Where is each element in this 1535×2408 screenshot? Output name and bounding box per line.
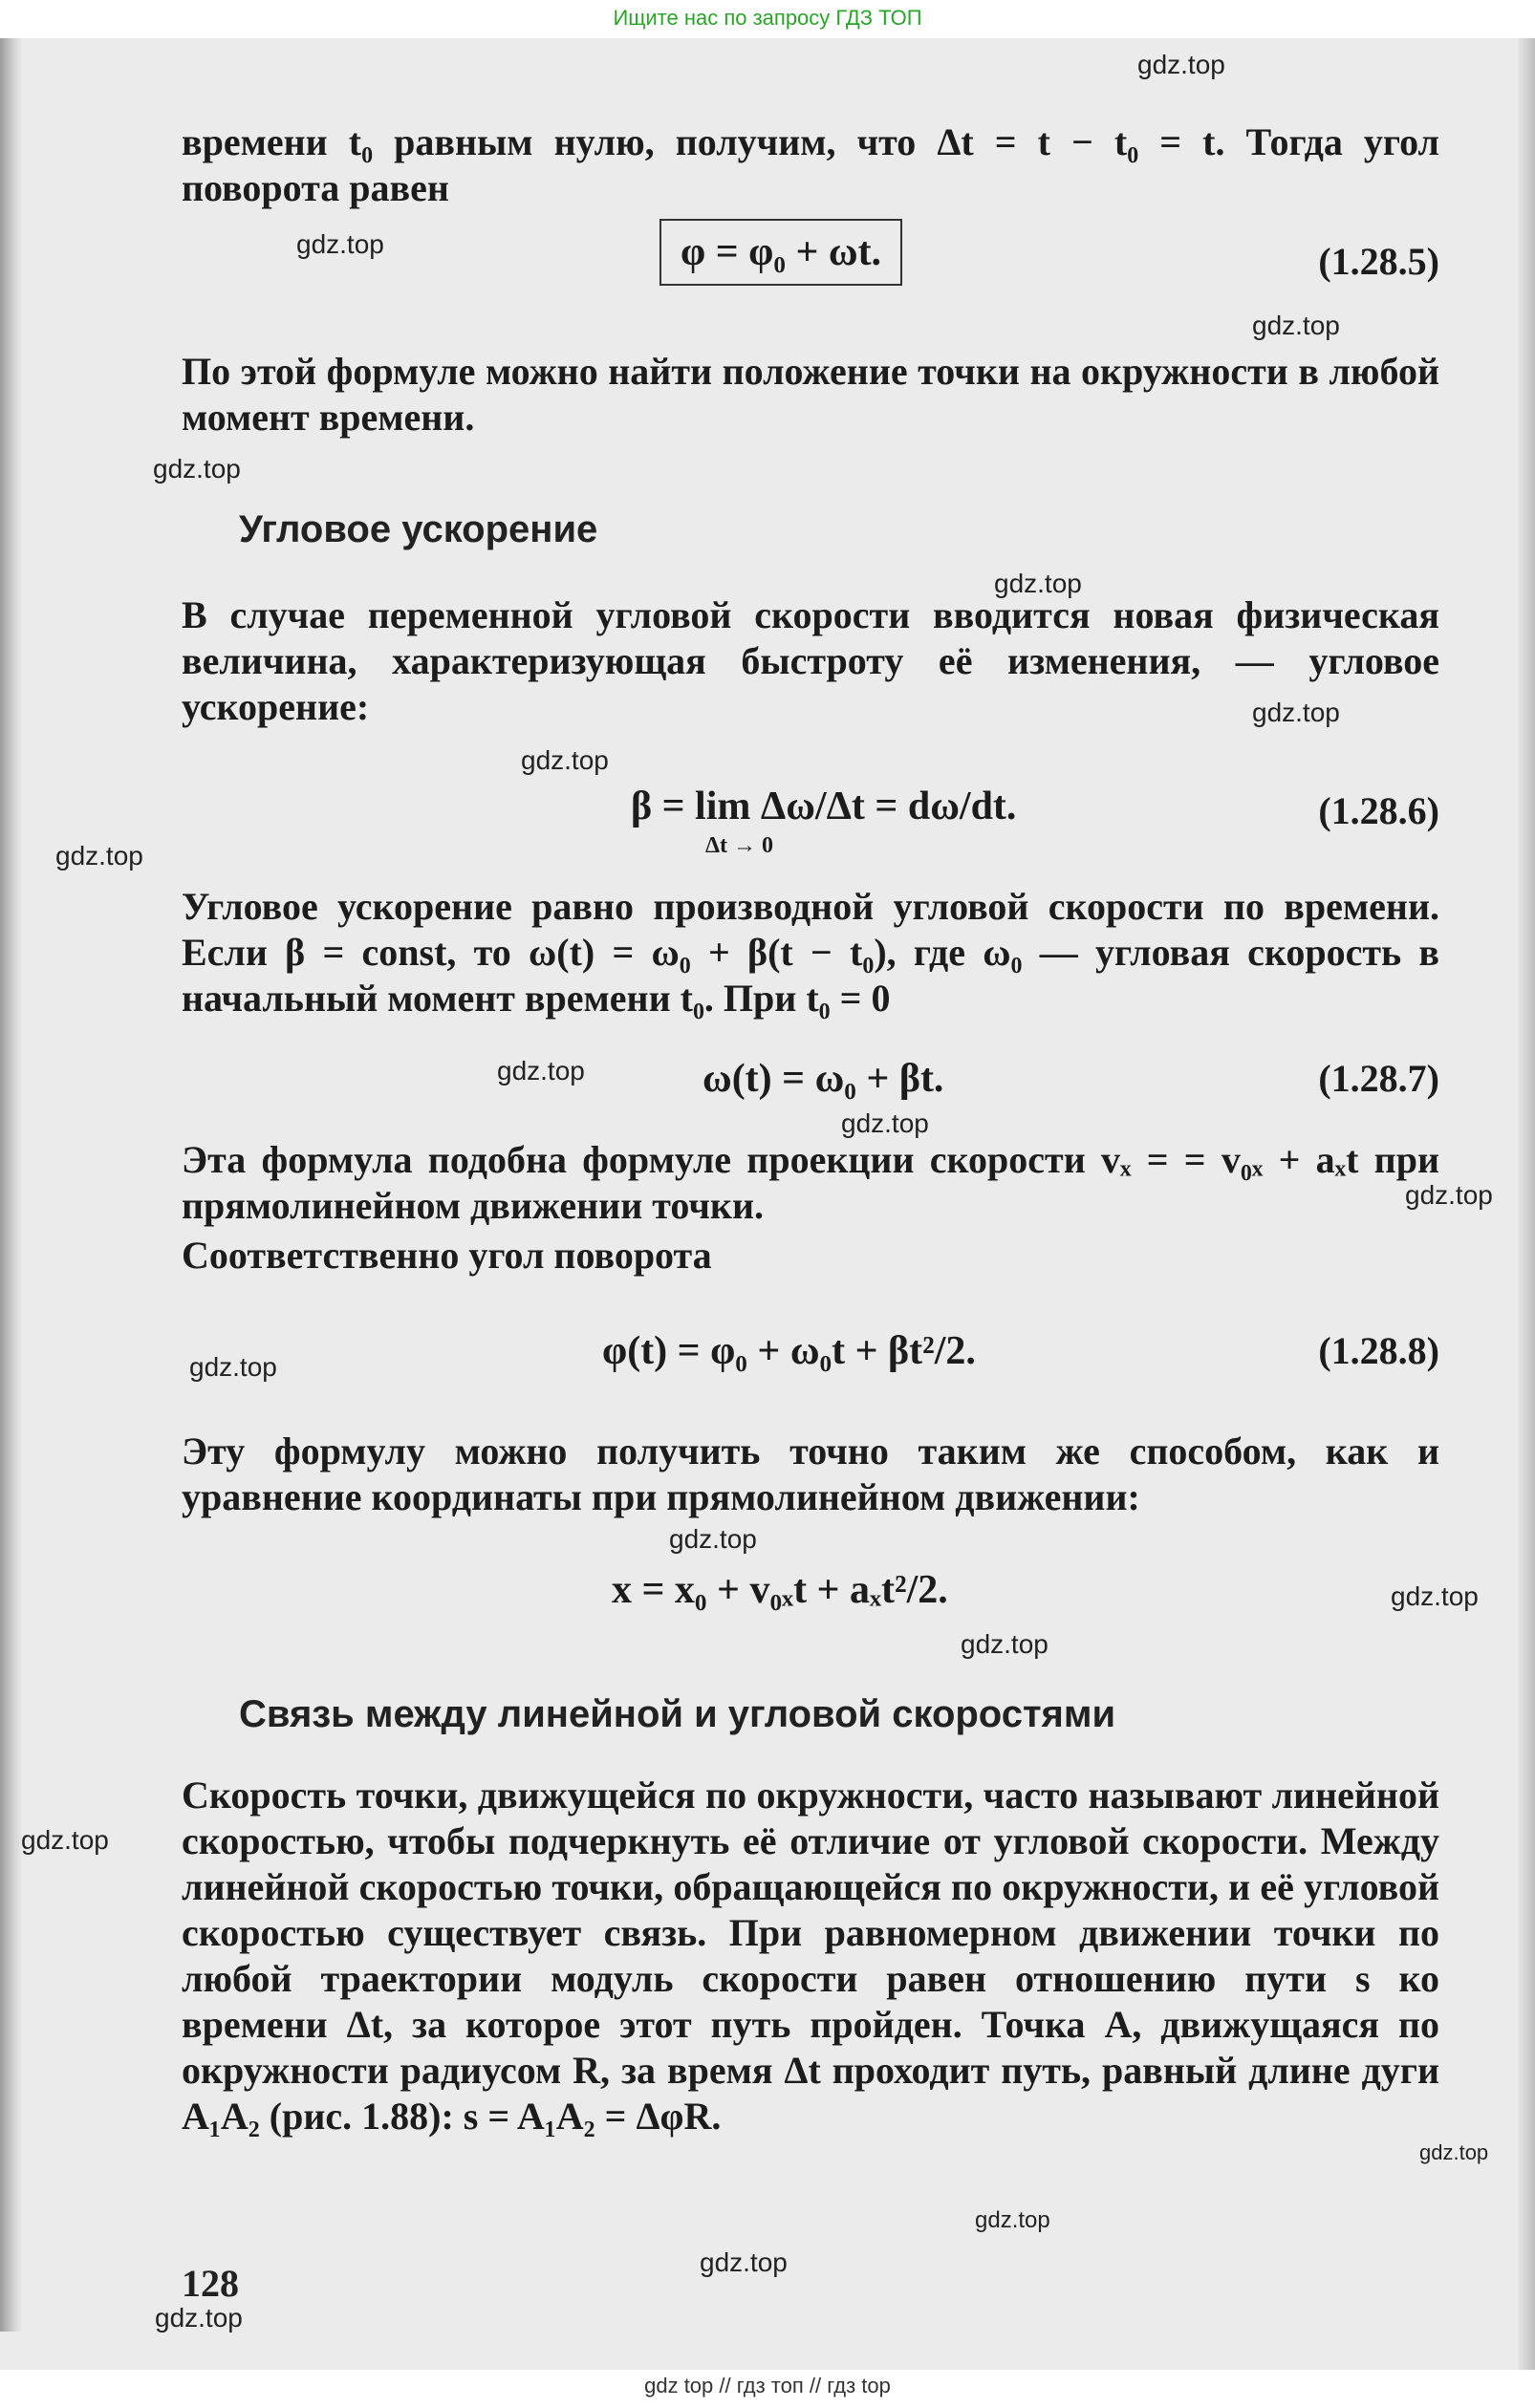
watermark: gdz.top <box>189 1352 277 1382</box>
watermark: gdz.top <box>55 841 143 871</box>
book-spine <box>0 38 21 2332</box>
watermark: gdz.top <box>700 2247 788 2277</box>
watermark: gdz.top <box>153 454 241 484</box>
watermark: gdz.top <box>975 2207 1050 2233</box>
watermark: gdz.top <box>841 1108 929 1138</box>
paragraph-6: Эту формулу можно получить точно таким же способом, как и уравнение координаты при прямолинейном движении: <box>182 1430 1439 1518</box>
watermark: gdz.top <box>1252 698 1340 727</box>
equation-number: (1.28.5) <box>1318 240 1439 283</box>
limit-subscript: Δt → 0 <box>705 833 774 858</box>
equation-1-28-8: φ(t) = φ₀ + ω₀t + βt²/2. <box>602 1329 976 1373</box>
equation-number: (1.28.8) <box>1318 1329 1439 1372</box>
section-heading: Угловое ускорение <box>239 508 598 550</box>
paragraph-7: Скорость точки, движущейся по окружности, часто называют линейной скоростью, чтобы подчеркнуть её отличие от угловой скорости. Между линейной скоростью точки, обращающейся по окружности, и её угловой скоростью существует связь. При равномерном движении точки по любой траектории модуль скорости равен отношению пути s ко времени Δt, за которое этот путь пройден. Точка A, движущаяся по окружности радиусом R, за время Δt проходит путь, равный длине дуги A₁A₂ (рис. 1.88): s = A₁A₂ = ΔφR. <box>182 1774 1439 2138</box>
page-edge <box>1518 38 1535 2370</box>
watermark: gdz.top <box>1419 2140 1489 2164</box>
equation-box: φ = φ₀ + ωt. <box>659 219 902 286</box>
paragraph-4: Угловое ускорение равно производной угловой скорости по времени. Если β = const, то ω(t) = ω₀ + β(t − t₀), где ω₀ — угловая скорость в начальный момент времени t₀. При t₀ = 0 <box>182 885 1439 1020</box>
paragraph-1: времени t₀ равным нулю, получим, что Δt = t − t₀ = t. Тогда угол поворота равен <box>182 120 1439 209</box>
paragraph-5: Эта формула подобна формуле проекции скорости vₓ = = v₀ₓ + aₓt при прямолинейном движении точки. <box>182 1138 1439 1227</box>
equation-coordinate: x = x₀ + v₀ₓt + aₓt²/2. <box>612 1568 948 1612</box>
equation-1-28-5 <box>659 229 902 275</box>
paragraph-2: По этой формуле можно найти положение точки на окружности в любой момент времени. <box>182 350 1439 439</box>
watermark: gdz.top <box>21 1825 109 1855</box>
watermark: gdz.top <box>994 569 1082 598</box>
section-heading: Связь между линейной и угловой скоростями <box>239 1693 1116 1735</box>
equation-number: (1.28.7) <box>1318 1057 1439 1100</box>
watermark: gdz.top <box>521 745 609 775</box>
page-number: 128 <box>182 2262 239 2305</box>
watermark: gdz.top <box>1391 1581 1479 1611</box>
equation-1-28-7: ω(t) = ω₀ + βt. <box>703 1057 944 1101</box>
watermark: gdz.top <box>1252 311 1340 340</box>
watermark: gdz.top <box>1137 50 1225 79</box>
paragraph-3: В случае переменной угловой скорости вводится новая физическая величина, характеризующая быстроту её изменения, — угловое ускорение: <box>182 593 1439 728</box>
top-banner[interactable]: Ищите нас по запросу ГДЗ ТОП <box>613 6 922 30</box>
watermark: gdz.top <box>669 1524 757 1554</box>
watermark: gdz.top <box>497 1056 585 1086</box>
watermark: gdz.top <box>961 1629 1049 1659</box>
watermark: gdz.top <box>1405 1180 1493 1210</box>
watermark: gdz.top <box>296 229 384 259</box>
bottom-banner[interactable]: gdz top // гдз топ // гдз top <box>644 2374 891 2397</box>
equation-number: (1.28.6) <box>1318 789 1439 832</box>
watermark: gdz.top <box>155 2303 243 2333</box>
paragraph-5b: Соответственно угол поворота <box>182 1234 712 1277</box>
equation-1-28-6: β = lim Δω/Δt = dω/dt. <box>631 785 1017 828</box>
